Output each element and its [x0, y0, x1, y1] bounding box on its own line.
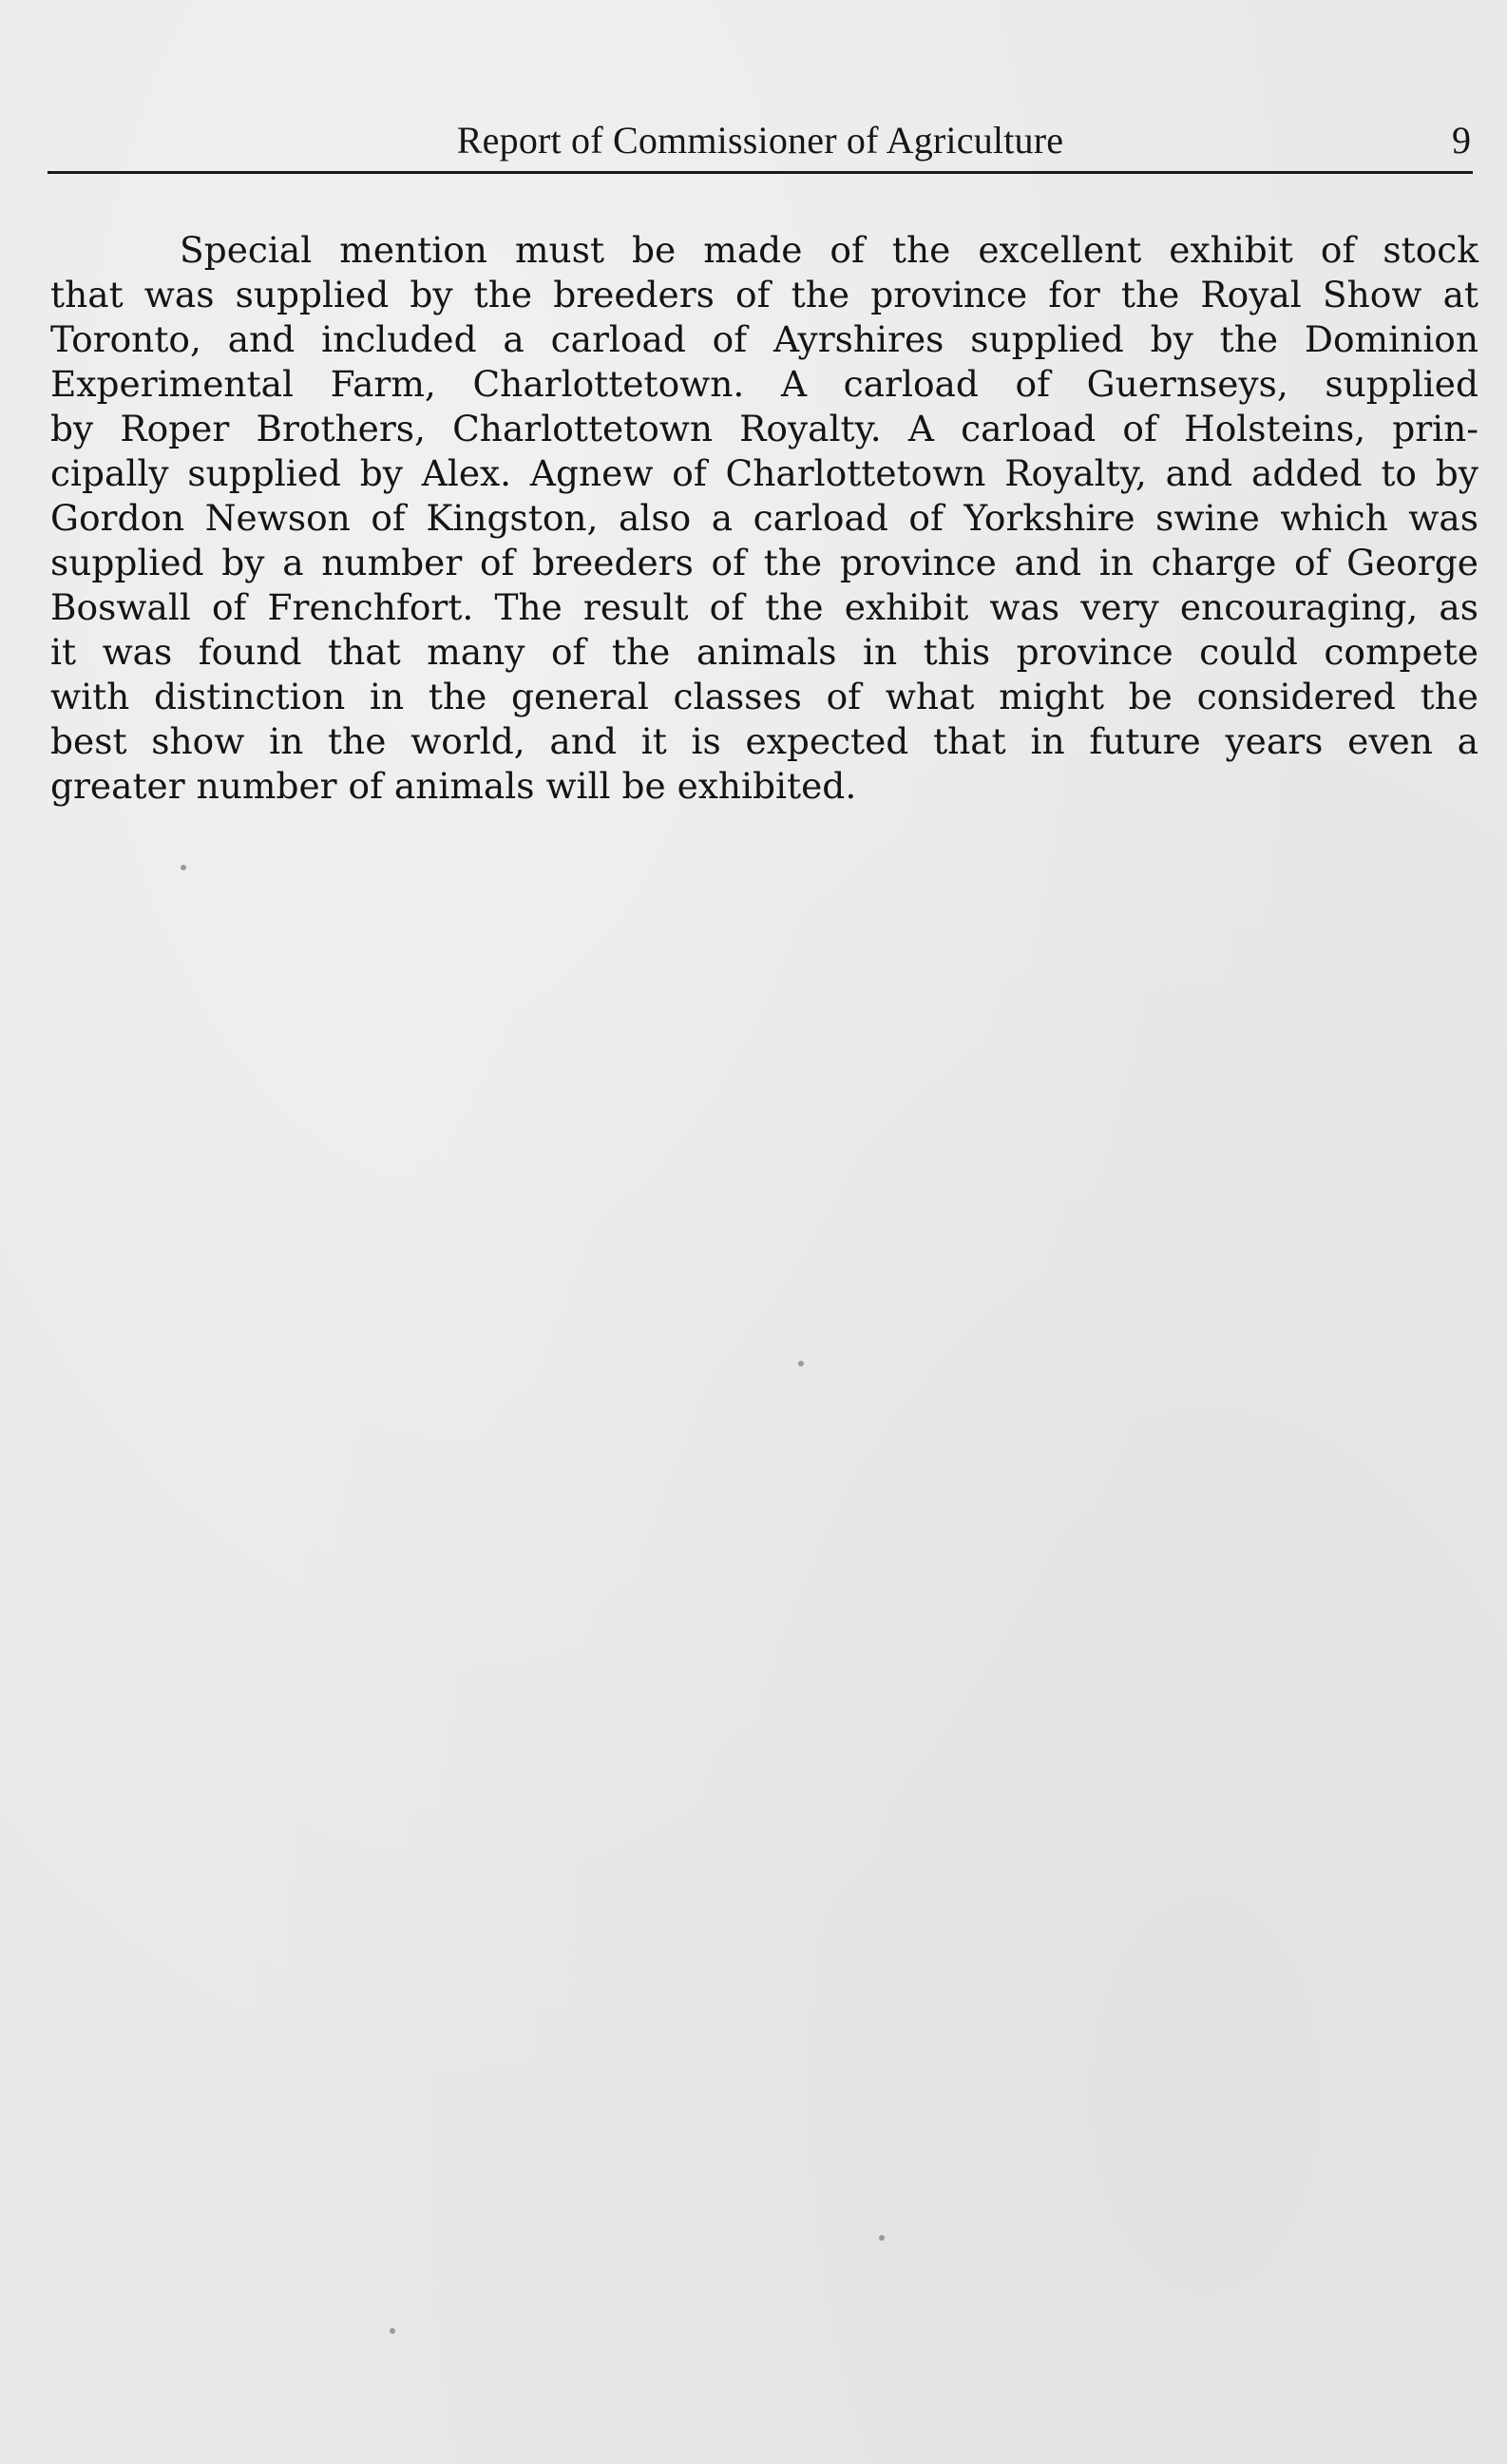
paragraph-line: with distinction in the general classes of what might be considered the — [50, 676, 1478, 717]
paragraph-line: cipally supplied by Alex. Agnew of Charlottetown Royalty, and added to by — [50, 452, 1478, 494]
paragraph-line: best show in the world, and it is expected that in future years even a — [50, 720, 1478, 762]
paragraph-line: by Roper Brothers, Charlottetown Royalty. A carload of Holsteins, prin- — [50, 408, 1478, 449]
paper-speck — [798, 1361, 804, 1366]
paper-speck — [879, 2235, 885, 2241]
paragraph-line: Toronto, and included a carload of Ayrshires supplied by the Dominion — [50, 318, 1478, 360]
paragraph-line: Boswall of Frenchfort. The result of the exhibit was very encouraging, as — [50, 586, 1478, 628]
paragraph-line: it was found that many of the animals in this province could compete — [50, 631, 1478, 673]
paragraph-line: Special mention must be made of the excellent exhibit of stock — [180, 229, 1478, 271]
paragraph-line: Experimental Farm, Charlottetown. A carload of Guernseys, supplied — [50, 363, 1478, 405]
body-paragraph — [50, 228, 1478, 809]
paragraph-line: Gordon Newson of Kingston, also a carload of Yorkshire swine which was — [50, 497, 1478, 539]
paper-speck — [390, 2328, 395, 2334]
page-number: 9 — [1452, 119, 1471, 162]
paper-speck — [181, 865, 186, 870]
paragraph-line: supplied by a number of breeders of the province and in charge of George — [50, 542, 1478, 583]
running-header — [48, 114, 1473, 174]
paragraph-line: greater number of animals will be exhibited. — [50, 765, 857, 807]
running-title: Report of Commissioner of Agriculture — [456, 119, 1064, 162]
paragraph-line: that was supplied by the breeders of the province for the Royal Show at — [50, 274, 1478, 315]
